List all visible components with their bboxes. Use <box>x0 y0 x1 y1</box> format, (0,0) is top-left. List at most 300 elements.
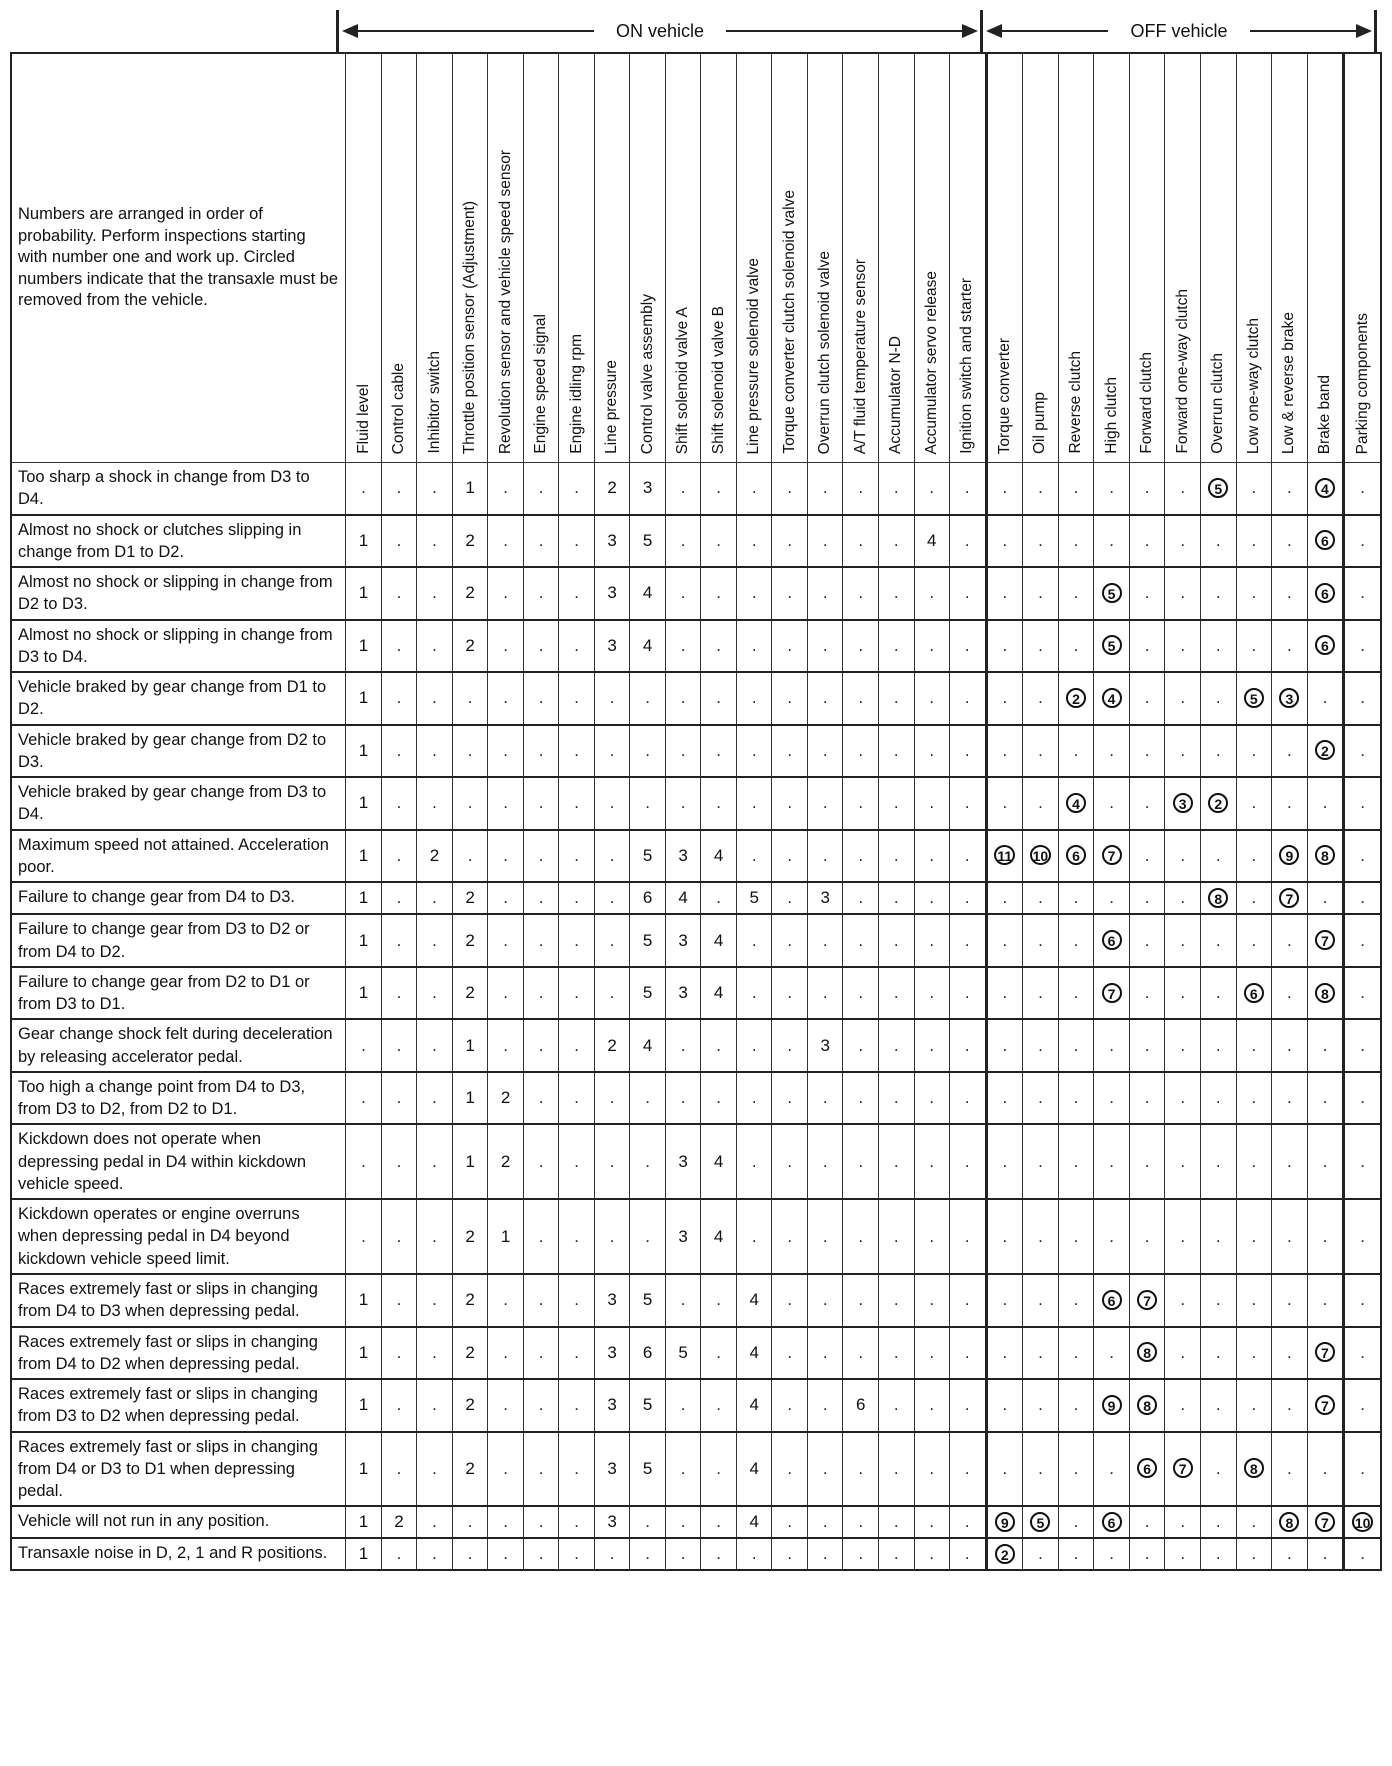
probability-cell <box>1058 1124 1094 1199</box>
probability-cell <box>417 1274 453 1327</box>
empty-mark: . <box>787 478 793 498</box>
off-vehicle-label: OFF vehicle <box>1130 20 1228 41</box>
priority-number: 3 <box>678 1226 688 1246</box>
probability-cell <box>1200 725 1236 778</box>
probability-cell <box>843 515 879 568</box>
empty-mark: . <box>1038 1151 1043 1171</box>
priority-number: 2 <box>465 1226 475 1246</box>
probability-cell <box>1094 1124 1130 1199</box>
empty-mark: . <box>716 1342 722 1362</box>
column-header-label: Oil pump <box>1031 391 1049 454</box>
probability-cell <box>843 1124 879 1199</box>
probability-cell <box>807 1274 843 1327</box>
probability-cell <box>523 1124 559 1199</box>
probability-cell <box>1094 1274 1130 1327</box>
empty-mark: . <box>822 983 828 1003</box>
empty-mark: . <box>432 1544 437 1564</box>
circled-number: 8 <box>1279 1512 1299 1532</box>
empty-mark: . <box>858 1290 864 1310</box>
empty-mark: . <box>1073 983 1079 1003</box>
probability-cell <box>381 567 417 620</box>
priority-number: 1 <box>465 1035 475 1055</box>
empty-mark: . <box>893 888 899 908</box>
probability-cell <box>630 1327 666 1380</box>
empty-mark: . <box>1144 530 1150 550</box>
probability-cell <box>488 620 524 673</box>
off-vehicle-group <box>986 10 1372 52</box>
empty-mark: . <box>787 930 793 950</box>
probability-cell <box>417 1019 453 1072</box>
probability-cell <box>381 620 417 673</box>
priority-number: 1 <box>358 1290 369 1310</box>
empty-mark: . <box>751 930 757 950</box>
empty-mark: . <box>893 1290 899 1310</box>
empty-mark: . <box>1251 740 1257 760</box>
empty-mark: . <box>538 1342 544 1362</box>
priority-number: 2 <box>465 1395 475 1415</box>
probability-cell <box>1272 1274 1308 1327</box>
probability-cell <box>1058 777 1094 830</box>
priority-number: 5 <box>642 845 653 865</box>
empty-mark: . <box>858 1088 864 1108</box>
probability-cell <box>1272 830 1308 883</box>
empty-mark: . <box>645 1151 650 1171</box>
probability-cell <box>1200 1432 1236 1507</box>
probability-cell <box>701 830 737 883</box>
probability-cell <box>1023 515 1059 568</box>
probability-cell <box>630 1019 666 1072</box>
empty-mark: . <box>716 1395 722 1415</box>
empty-mark: . <box>645 1226 650 1246</box>
empty-mark: . <box>964 478 970 498</box>
probability-cell <box>878 1019 914 1072</box>
probability-cell <box>488 1072 524 1125</box>
probability-cell <box>986 725 1023 778</box>
circled-number: 4 <box>1066 793 1086 813</box>
empty-mark: . <box>574 740 579 760</box>
empty-mark: . <box>893 530 899 550</box>
probability-cell <box>630 914 666 967</box>
probability-cell <box>452 672 488 725</box>
empty-mark: . <box>964 688 970 708</box>
empty-mark: . <box>1287 1088 1292 1108</box>
probability-cell <box>1165 463 1201 515</box>
probability-cell <box>452 967 488 1020</box>
priority-number: 5 <box>642 1290 653 1310</box>
circled-number: 6 <box>1244 983 1264 1003</box>
probability-cell <box>701 1538 737 1570</box>
probability-cell <box>1307 725 1344 778</box>
priority-number: 2 <box>465 1342 475 1362</box>
probability-cell <box>1307 1538 1344 1570</box>
circled-number: 8 <box>1244 1458 1264 1478</box>
probability-cell <box>559 1379 595 1432</box>
probability-cell <box>1272 1019 1308 1072</box>
probability-cell <box>630 1199 666 1274</box>
empty-mark: . <box>574 1226 579 1246</box>
column-header <box>488 53 524 463</box>
probability-cell <box>630 463 666 515</box>
probability-cell <box>346 1124 382 1199</box>
empty-mark: . <box>503 635 508 655</box>
probability-cell <box>736 725 772 778</box>
empty-mark: . <box>680 1395 686 1415</box>
probability-cell <box>417 1199 453 1274</box>
probability-cell <box>665 914 701 967</box>
empty-mark: . <box>787 1395 793 1415</box>
empty-mark: . <box>1322 1544 1328 1564</box>
probability-cell <box>559 1274 595 1327</box>
empty-mark: . <box>751 583 757 603</box>
probability-cell <box>843 1432 879 1507</box>
probability-cell <box>417 620 453 673</box>
empty-mark: . <box>1038 1395 1043 1415</box>
probability-cell <box>1200 882 1236 914</box>
priority-number: 4 <box>749 1512 759 1532</box>
probability-cell <box>950 777 987 830</box>
probability-cell <box>950 967 987 1020</box>
empty-mark: . <box>396 930 402 950</box>
empty-mark: . <box>503 983 508 1003</box>
priority-number: 1 <box>358 1395 369 1415</box>
column-header-label: Engine speed signal <box>532 314 550 454</box>
empty-mark: . <box>1360 478 1365 498</box>
probability-cell <box>772 830 808 883</box>
probability-cell <box>1236 1019 1272 1072</box>
column-header <box>772 53 808 463</box>
probability-cell <box>1236 672 1272 725</box>
probability-cell <box>381 672 417 725</box>
circled-number: 10 <box>1352 1512 1374 1532</box>
empty-mark: . <box>964 1458 970 1478</box>
probability-cell <box>736 567 772 620</box>
probability-cell <box>736 463 772 515</box>
empty-mark: . <box>1002 1226 1008 1246</box>
probability-cell <box>452 1274 488 1327</box>
probability-cell <box>346 1019 382 1072</box>
empty-mark: . <box>1180 888 1186 908</box>
empty-mark: . <box>858 583 864 603</box>
probability-cell <box>1165 1274 1201 1327</box>
empty-mark: . <box>1215 1544 1221 1564</box>
probability-cell <box>1058 967 1094 1020</box>
empty-mark: . <box>396 983 402 1003</box>
priority-number: 1 <box>358 1458 369 1478</box>
probability-cell <box>843 830 879 883</box>
empty-mark: . <box>751 740 757 760</box>
column-header <box>1344 53 1381 463</box>
probability-cell <box>736 1199 772 1274</box>
empty-mark: . <box>1360 1088 1365 1108</box>
probability-cell <box>594 1274 630 1327</box>
circled-number: 10 <box>1030 845 1052 865</box>
empty-mark: . <box>538 845 544 865</box>
probability-cell <box>1272 1506 1308 1538</box>
empty-mark: . <box>964 1342 970 1362</box>
empty-mark: . <box>609 888 615 908</box>
empty-mark: . <box>929 793 935 813</box>
empty-mark: . <box>432 1342 437 1362</box>
column-header <box>1307 53 1344 463</box>
probability-cell <box>417 1379 453 1432</box>
probability-cell <box>630 882 666 914</box>
priority-number: 5 <box>642 1458 653 1478</box>
empty-mark: . <box>609 793 615 813</box>
probability-cell <box>1094 830 1130 883</box>
probability-cell <box>1200 672 1236 725</box>
probability-cell <box>950 830 987 883</box>
empty-mark: . <box>1073 1512 1079 1532</box>
probability-cell <box>346 967 382 1020</box>
empty-mark: . <box>1215 583 1221 603</box>
probability-cell <box>594 672 630 725</box>
empty-mark: . <box>1038 793 1043 813</box>
empty-mark: . <box>1215 930 1221 950</box>
empty-mark: . <box>1215 845 1221 865</box>
empty-mark: . <box>467 688 473 708</box>
probability-cell <box>986 1506 1023 1538</box>
empty-mark: . <box>1360 1151 1365 1171</box>
empty-mark: . <box>716 1035 722 1055</box>
probability-cell <box>1307 515 1344 568</box>
probability-cell <box>1200 1274 1236 1327</box>
circled-number: 7 <box>1315 1342 1335 1362</box>
empty-mark: . <box>1215 1512 1221 1532</box>
column-header-label: Brake band <box>1315 374 1333 454</box>
column-header <box>452 53 488 463</box>
probability-cell <box>914 777 950 830</box>
empty-mark: . <box>1109 1458 1114 1478</box>
empty-mark: . <box>1360 583 1365 603</box>
empty-mark: . <box>1251 1035 1257 1055</box>
probability-cell <box>1272 515 1308 568</box>
table-row <box>11 672 1381 725</box>
probability-cell <box>559 725 595 778</box>
probability-cell <box>807 1506 843 1538</box>
empty-mark: . <box>787 635 793 655</box>
empty-mark: . <box>929 478 935 498</box>
probability-cell <box>559 1072 595 1125</box>
probability-cell <box>878 1327 914 1380</box>
empty-mark: . <box>929 1458 935 1478</box>
empty-mark: . <box>858 1226 864 1246</box>
priority-number: 3 <box>607 530 617 550</box>
probability-cell <box>1094 1072 1130 1125</box>
probability-cell <box>1307 1072 1344 1125</box>
probability-cell <box>1165 777 1201 830</box>
empty-mark: . <box>822 688 828 708</box>
probability-cell <box>452 463 488 515</box>
probability-cell <box>1165 967 1201 1020</box>
empty-mark: . <box>609 845 615 865</box>
probability-cell <box>1236 1506 1272 1538</box>
column-header-label: Parking components <box>1353 312 1371 454</box>
probability-cell <box>986 914 1023 967</box>
probability-cell <box>1165 515 1201 568</box>
probability-cell <box>843 725 879 778</box>
probability-cell <box>1272 1124 1308 1199</box>
probability-cell <box>1272 1327 1308 1380</box>
probability-cell <box>346 725 382 778</box>
probability-cell <box>701 672 737 725</box>
column-header <box>381 53 417 463</box>
probability-cell <box>452 1072 488 1125</box>
empty-mark: . <box>1002 740 1008 760</box>
empty-mark: . <box>1287 1395 1292 1415</box>
priority-number: 3 <box>678 845 688 865</box>
empty-mark: . <box>1073 930 1079 950</box>
probability-cell <box>488 567 524 620</box>
empty-mark: . <box>467 740 473 760</box>
probability-cell <box>523 463 559 515</box>
empty-mark: . <box>396 1226 402 1246</box>
empty-mark: . <box>751 635 757 655</box>
probability-cell <box>736 1072 772 1125</box>
probability-cell <box>559 1327 595 1380</box>
probability-cell <box>665 1274 701 1327</box>
priority-number: 4 <box>678 888 688 908</box>
empty-mark: . <box>396 888 402 908</box>
empty-mark: . <box>964 1151 970 1171</box>
probability-cell <box>914 914 950 967</box>
table-row <box>11 882 1381 914</box>
probability-cell <box>701 1072 737 1125</box>
probability-cell <box>1307 1199 1344 1274</box>
probability-cell <box>843 620 879 673</box>
priority-number: 2 <box>465 1458 475 1478</box>
empty-mark: . <box>1002 1290 1008 1310</box>
probability-cell <box>772 515 808 568</box>
group-divider <box>980 10 983 52</box>
probability-cell <box>1165 1327 1201 1380</box>
probability-cell <box>807 672 843 725</box>
empty-mark: . <box>396 478 402 498</box>
probability-cell <box>1344 1379 1381 1432</box>
empty-mark: . <box>609 1226 615 1246</box>
column-header-label: Control cable <box>390 362 408 454</box>
empty-mark: . <box>787 888 793 908</box>
empty-mark: . <box>858 478 864 498</box>
probability-cell <box>417 1432 453 1507</box>
probability-cell <box>1023 1506 1059 1538</box>
empty-mark: . <box>609 688 615 708</box>
empty-mark: . <box>1360 1342 1365 1362</box>
probability-cell <box>1129 1072 1165 1125</box>
probability-cell <box>807 1124 843 1199</box>
column-header <box>559 53 595 463</box>
probability-cell <box>701 725 737 778</box>
empty-mark: . <box>1322 1290 1328 1310</box>
empty-mark: . <box>1144 1226 1150 1246</box>
probability-cell <box>452 777 488 830</box>
column-header <box>1129 53 1165 463</box>
probability-cell <box>346 1199 382 1274</box>
probability-cell <box>843 567 879 620</box>
probability-cell <box>381 914 417 967</box>
probability-cell <box>914 1327 950 1380</box>
empty-mark: . <box>787 1458 793 1478</box>
circled-number: 7 <box>1315 1512 1335 1532</box>
probability-cell <box>986 1538 1023 1570</box>
empty-mark: . <box>1180 1395 1186 1415</box>
symptom-cell: Failure to change gear from D4 to D3. <box>11 882 346 914</box>
probability-cell <box>701 1274 737 1327</box>
empty-mark: . <box>1287 1458 1292 1478</box>
empty-mark: . <box>1360 1290 1365 1310</box>
empty-mark: . <box>787 1088 793 1108</box>
empty-mark: . <box>858 530 864 550</box>
empty-mark: . <box>929 1151 935 1171</box>
probability-cell <box>986 1327 1023 1380</box>
probability-cell <box>452 620 488 673</box>
probability-cell <box>701 620 737 673</box>
empty-mark: . <box>822 1151 828 1171</box>
empty-mark: . <box>1180 583 1186 603</box>
empty-mark: . <box>574 1395 579 1415</box>
priority-number: 1 <box>358 635 369 655</box>
probability-cell <box>736 672 772 725</box>
empty-mark: . <box>1180 688 1186 708</box>
probability-cell <box>346 1506 382 1538</box>
probability-cell <box>1165 882 1201 914</box>
priority-number: 5 <box>642 530 653 550</box>
probability-cell <box>630 1379 666 1432</box>
empty-mark: . <box>1073 888 1079 908</box>
empty-mark: . <box>858 1512 864 1532</box>
probability-cell <box>452 830 488 883</box>
probability-cell <box>1272 620 1308 673</box>
probability-cell <box>1200 1506 1236 1538</box>
probability-cell <box>1272 967 1308 1020</box>
empty-mark: . <box>503 583 508 603</box>
empty-mark: . <box>1180 1151 1186 1171</box>
empty-mark: . <box>929 1088 935 1108</box>
priority-number: 2 <box>607 1035 617 1055</box>
column-header-label: Low one-way clutch <box>1244 317 1262 454</box>
probability-cell <box>736 777 772 830</box>
probability-cell <box>843 882 879 914</box>
probability-cell <box>630 1072 666 1125</box>
empty-mark: . <box>361 1226 366 1246</box>
empty-mark: . <box>645 1512 650 1532</box>
probability-cell <box>1307 1432 1344 1507</box>
empty-mark: . <box>574 530 579 550</box>
circled-number: 7 <box>1315 930 1335 950</box>
probability-cell <box>417 777 453 830</box>
empty-mark: . <box>858 930 864 950</box>
probability-cell <box>1094 725 1130 778</box>
probability-cell <box>807 515 843 568</box>
empty-mark: . <box>1322 888 1328 908</box>
probability-cell <box>950 1538 987 1570</box>
table-row <box>11 830 1381 883</box>
empty-mark: . <box>787 1290 793 1310</box>
empty-mark: . <box>858 1458 864 1478</box>
empty-mark: . <box>822 1342 828 1362</box>
empty-mark: . <box>822 793 828 813</box>
priority-number: 2 <box>465 930 475 950</box>
empty-mark: . <box>822 530 828 550</box>
empty-mark: . <box>1073 1088 1079 1108</box>
probability-cell <box>986 777 1023 830</box>
probability-cell <box>1129 1538 1165 1570</box>
probability-cell <box>1023 1019 1059 1072</box>
probability-cell <box>736 914 772 967</box>
empty-mark: . <box>964 793 970 813</box>
probability-cell <box>594 725 630 778</box>
probability-cell <box>950 1019 987 1072</box>
empty-mark: . <box>609 930 615 950</box>
